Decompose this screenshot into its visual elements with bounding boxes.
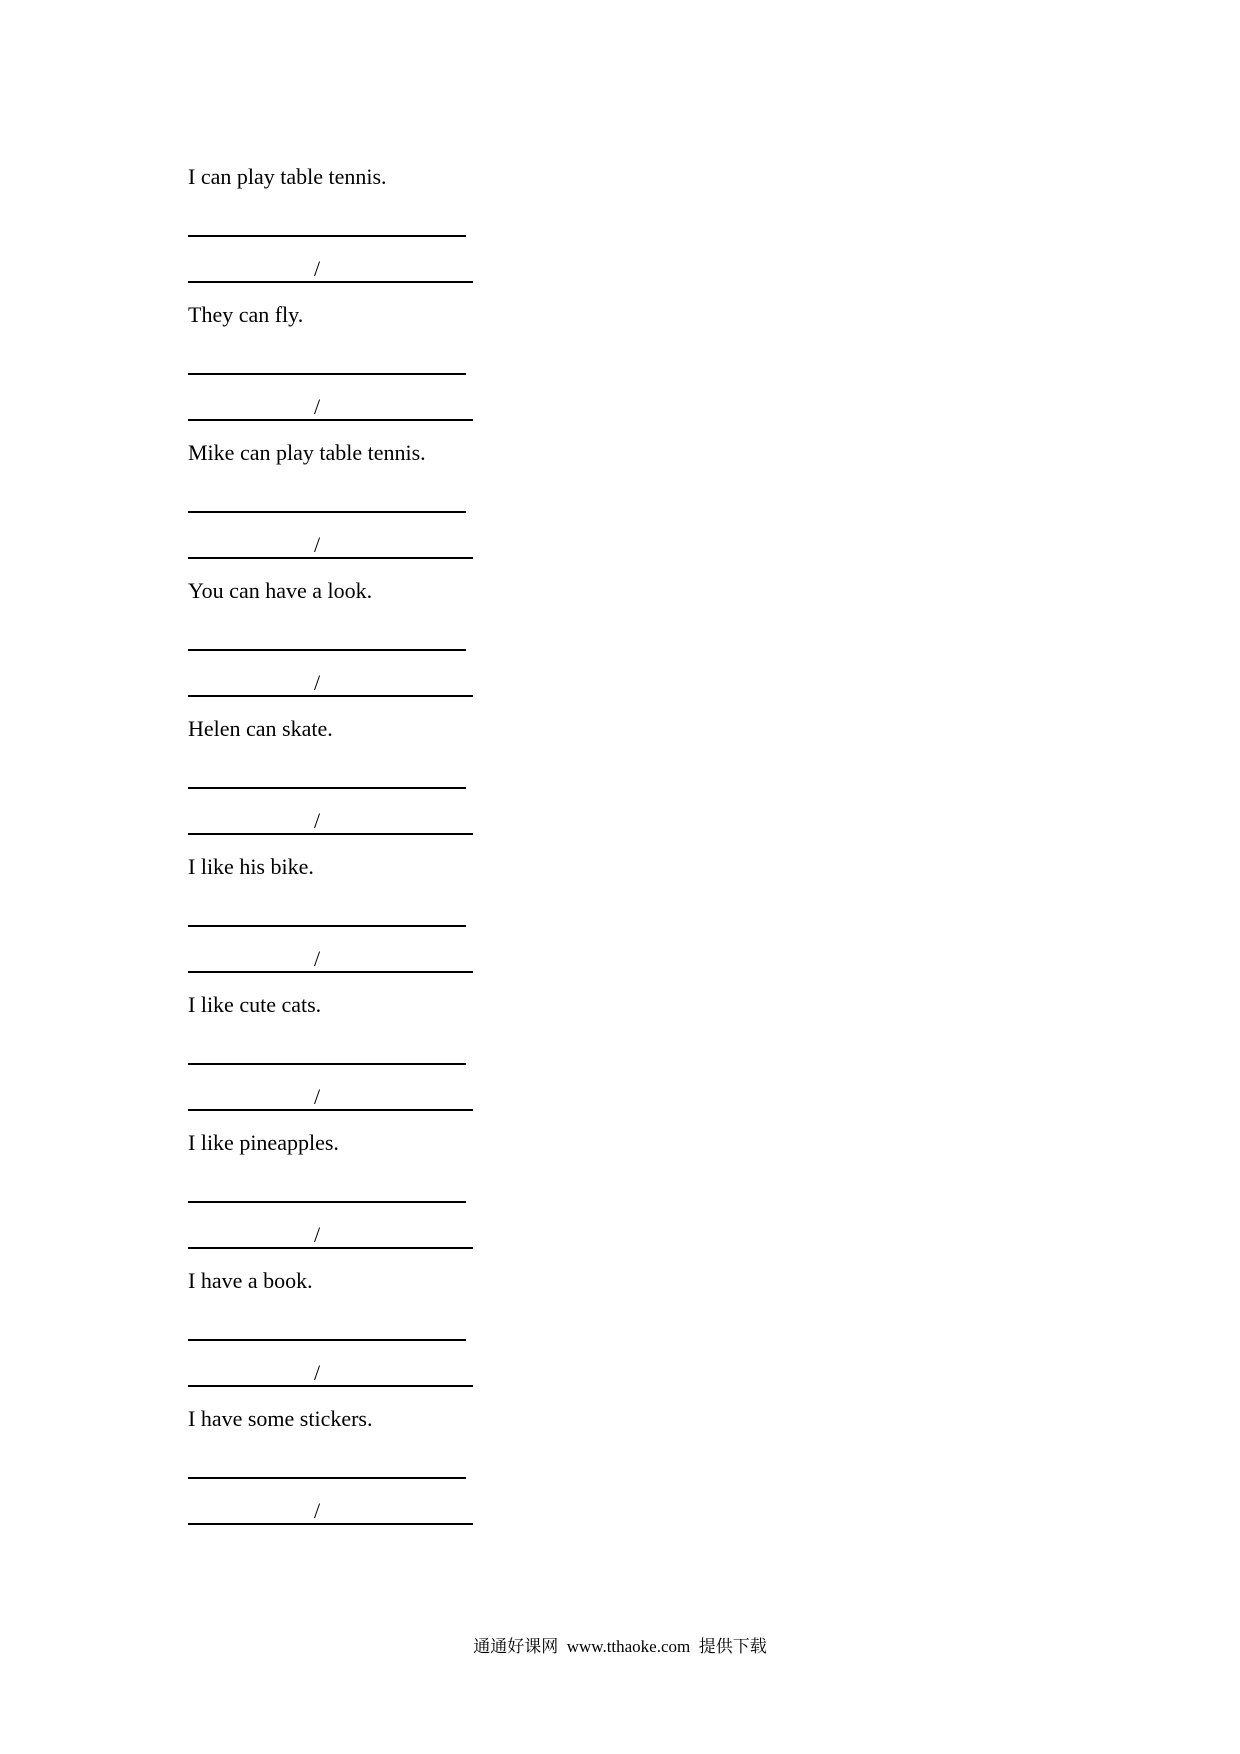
answer-slash: /	[314, 1498, 321, 1523]
answer-slash: /	[314, 1222, 321, 1247]
answer-slash: /	[314, 532, 321, 557]
answer-line-negative[interactable]	[188, 787, 466, 789]
exercise-sentence: They can fly.	[188, 302, 304, 327]
exercise-sentence: I like his bike.	[188, 854, 314, 879]
answer-line-negative[interactable]	[188, 373, 466, 375]
exercise-sentence: I like pineapples.	[188, 1130, 339, 1155]
exercise-item-1	[188, 142, 488, 280]
answer-line-question[interactable]	[188, 1523, 473, 1525]
answer-line-negative[interactable]	[188, 1063, 466, 1065]
answer-line-negative[interactable]	[188, 235, 466, 237]
answer-slash: /	[314, 394, 321, 419]
answer-slash: /	[314, 256, 321, 281]
exercise-sentence: I can play table tennis.	[188, 164, 387, 189]
exercise-sentence: I have some stickers.	[188, 1406, 373, 1431]
answer-slash: /	[314, 946, 321, 971]
exercise-item-10	[188, 1384, 488, 1522]
exercise-item-8	[188, 1108, 488, 1246]
answer-line-negative[interactable]	[188, 649, 466, 651]
answer-line-negative[interactable]	[188, 1201, 466, 1203]
answer-slash: /	[314, 1360, 321, 1385]
exercise-sentence: I have a book.	[188, 1268, 313, 1293]
exercise-item-5	[188, 694, 488, 832]
exercise-sentence: I like cute cats.	[188, 992, 322, 1017]
exercise-item-7	[188, 970, 488, 1108]
answer-slash: /	[314, 670, 321, 695]
exercise-sentence: You can have a look.	[188, 578, 373, 603]
exercise-item-2	[188, 280, 488, 418]
answer-slash: /	[314, 1084, 321, 1109]
exercise-item-6	[188, 832, 488, 970]
answer-line-negative[interactable]	[188, 925, 466, 927]
page-footer: 通通好课网 www.tthaoke.com 提供下载	[473, 1637, 767, 1656]
answer-line-negative[interactable]	[188, 1477, 466, 1479]
exercise-item-3	[188, 418, 488, 556]
answer-slash: /	[314, 808, 321, 833]
exercise-item-4	[188, 556, 488, 694]
exercise-item-9	[188, 1246, 488, 1384]
answer-line-negative[interactable]	[188, 511, 466, 513]
worksheet	[188, 142, 488, 1522]
answer-line-negative[interactable]	[188, 1339, 466, 1341]
exercise-sentence: Mike can play table tennis.	[188, 440, 426, 465]
exercise-sentence: Helen can skate.	[188, 716, 333, 741]
